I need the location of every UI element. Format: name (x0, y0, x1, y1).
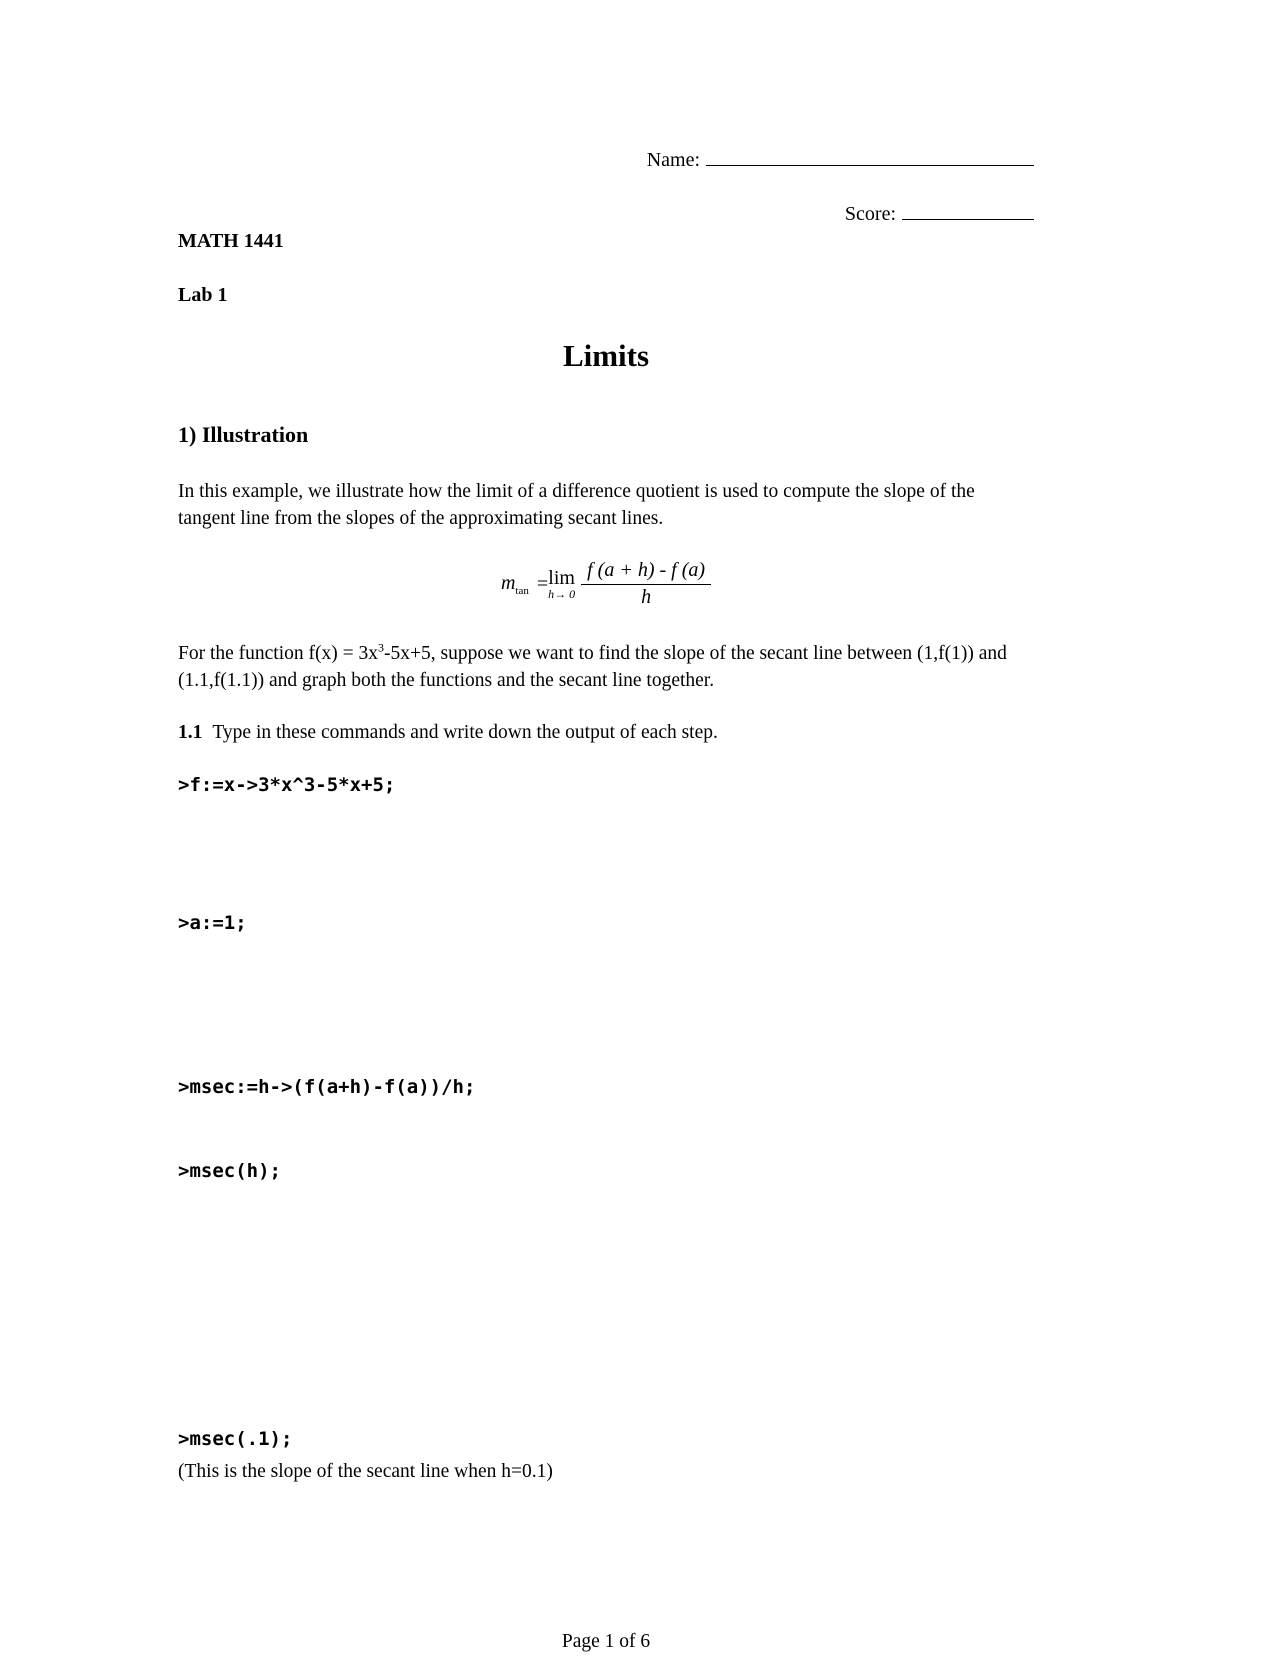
difference-quotient-fraction (581, 559, 711, 609)
name-row (178, 146, 1034, 174)
course-code: MATH 1441 (178, 230, 284, 252)
score-label: Score: (844, 203, 896, 225)
name-blank-line (706, 146, 1034, 166)
lim-subscript: h→ 0 (548, 586, 576, 601)
step-instruction (178, 722, 1034, 749)
m-tan-subscript: tan (515, 584, 529, 597)
page-number: Page 1 of 6 (561, 1631, 651, 1652)
section-heading: 1) Illustration (178, 422, 309, 447)
lim-text: lim (548, 566, 575, 589)
m-tan-symbol: $m_{tan}$ (500, 571, 529, 597)
step-number: 1.1 (178, 722, 203, 743)
function-text-before: For the function f(x) = 3x (178, 643, 378, 664)
intro-paragraph: In this example, we illustrate how the limit of a difference quotient is used to compute the slope of the tangent line from the slopes of the approximating secant lines. (178, 481, 975, 529)
maple-command-define-a: >a:=1; (178, 912, 247, 934)
step-text: Type in these commands and write down the output of each step. (212, 722, 718, 743)
fraction-denominator: h (641, 586, 652, 608)
lab-title: Lab 1 (178, 284, 228, 306)
equals-sign: = (536, 572, 549, 595)
msec-definition-line: >msec:=h->(f(a+h)-f(a))/h; (178, 1076, 476, 1098)
maple-command-define-f: >f:=x->3*x^3-5*x+5; (178, 774, 396, 796)
document-content (178, 146, 1034, 1653)
page-title: Limits (562, 338, 650, 373)
fraction-numerator: f (a + h) - f (a) (581, 559, 711, 585)
limit-formula (178, 554, 1034, 614)
slope-note: (This is the slope of the secant line when h=0.1) (178, 1461, 553, 1482)
function-text-after: -5x+5, suppose we want to find the slope of the secant line between (1,f(1)) and (1.1,f(1.1)) and graph both the functions and the secant line together. (178, 643, 1007, 691)
score-blank-line (902, 200, 1034, 220)
exponent: 3 (378, 640, 384, 655)
function-paragraph (178, 640, 1034, 694)
maple-command-msec-point1: >msec(.1); (178, 1428, 293, 1450)
maple-command-define-msec (178, 1017, 1034, 1241)
score-row (178, 200, 1034, 228)
limit-operator (548, 567, 575, 602)
msec-call-line: >msec(h); (178, 1160, 281, 1182)
name-label: Name: (646, 149, 700, 171)
